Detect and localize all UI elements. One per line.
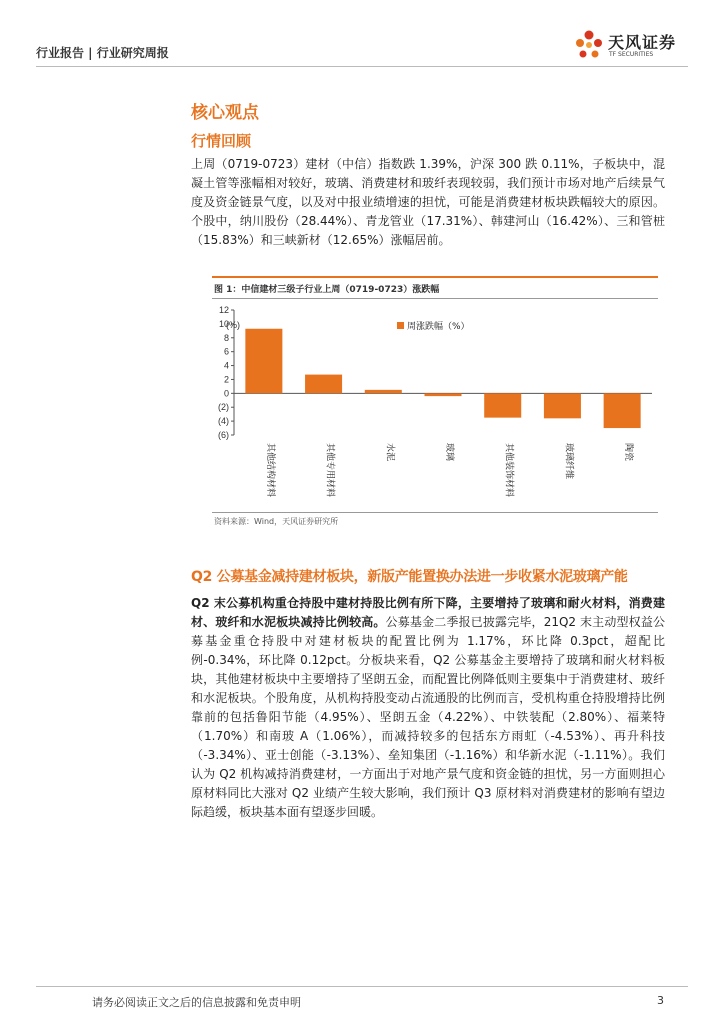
bar: [245, 329, 282, 394]
legend-label: 周涨跌幅（%）: [407, 322, 470, 332]
subsection-heading: 行情回顾: [191, 132, 252, 150]
legend-swatch: [397, 322, 404, 329]
bar: [544, 393, 581, 418]
logo-name: 天风证券: [608, 33, 677, 52]
x-tick-label: 其他装饰材料: [503, 443, 514, 498]
fund-holdings-paragraph: [191, 594, 665, 822]
paragraph-body: 公募基金二季报已披露完毕，21Q2 末主动型权益公募基金重仓持股中对建材板块的配置比例为 1.17%，环比降 0.3pct，超配比例-0.34%，环比降 0.12pct。分板块来看，Q2 公募基金主要增持了玻璃和耐火材料板块，其他建材板块中主要增持了坚朗五金，而配置比例降低则主要集中于消费建材、玻纤和水泥板块。个股角度，从机构持股变动占流通股的比例而言，受机构重仓持股增持比例靠前的包括鲁阳节能（4.95%）、坚朗五金（4.22%）、中铁装配（2.80%）、福莱特（1.70%）和南玻 A（1.06%），而减持较多的包括东方雨虹（-4.53%）、再升科技（-3.34%）、亚士创能（-3.13%）、垒知集团（-1.16%）和华新水泥（-1.11%）。我们认为 Q2 机构减持消费建材，一方面出于对地产景气度和资金链的担忧，另一方面则担心原材料同比大涨对 Q2 业绩产生较大影响，我们预计 Q3 原材料对消费建材的影响有望边际趋缓，板块基本面有望逐步回暖。: [191, 615, 665, 819]
paragraph-lead: Q2 末公募机构重仓持股中建材持股比例有所下降，主要增持了玻璃和耐火材料，消费建材、玻纤和水泥板块减持比例较高。: [191, 596, 665, 629]
y-tick-label: 10: [218, 318, 229, 329]
x-tick-label: 其他专用材料: [324, 443, 335, 498]
section-title-q2: Q2 公募基金减持建材板块，新版产能置换办法进一步收紧水泥玻璃产能: [191, 569, 628, 585]
figure-top-rule: [212, 276, 658, 278]
x-tick-label: 玻璃: [444, 443, 454, 462]
y-axis-label: (%): [226, 319, 240, 330]
header-divider: [36, 66, 688, 67]
y-tick-label: 8: [223, 332, 229, 343]
y-tick-label: 6: [223, 346, 229, 357]
figure-title: 图 1：中信建材三级子行业上周（0719-0723）涨跌幅: [214, 285, 440, 295]
header-breadcrumb: 行业报告 | 行业研究周报: [36, 46, 169, 60]
section-heading: 核心观点: [191, 103, 259, 123]
bar: [424, 393, 461, 396]
bar: [604, 393, 641, 428]
y-tick-label: 0: [223, 388, 229, 399]
figure-bottom-rule: [212, 512, 658, 513]
y-tick-label: (4): [218, 416, 229, 427]
footer-divider: [36, 986, 688, 987]
figure-source: 资料来源：Wind，天风证券研究所: [214, 517, 339, 526]
flower-logo-icon: [572, 26, 606, 66]
market-review-paragraph: 上周（0719-0723）建材（中信）指数跌 1.39%，沪深 300 跌 0.11%，子板块中，混凝土管等涨幅相对较好，玻璃、消费建材和玻纤表现较弱，我们预计市场对地产后续景气度及资金链景气度，以及对中报业绩增速的担忧，可能是消费建材板块跌幅较大的原因。个股中，纳川股份（28.44%）、青龙管业（17.31%）、韩建河山（16.42%）、三和管桩（15.83%）和三峡新材（12.65%）涨幅居前。: [191, 157, 665, 247]
footer-disclaimer: 请务必阅读正文之后的信息披露和免责申明: [92, 996, 301, 1009]
page-number: 3: [657, 994, 664, 1007]
x-tick-label: 玻璃纤维: [563, 443, 574, 480]
y-tick-label: 12: [218, 305, 229, 315]
bar: [365, 390, 402, 393]
x-tick-label: 其他结构材料: [264, 443, 275, 498]
logo-subtitle: TF SECURITIES: [609, 51, 654, 58]
figure-title-rule: [212, 298, 658, 299]
y-tick-label: 4: [223, 360, 229, 371]
bar: [305, 375, 342, 394]
bar: [484, 393, 521, 417]
y-tick-label: (2): [218, 402, 229, 413]
y-tick-label: 2: [223, 374, 229, 385]
company-logo: [572, 26, 684, 66]
x-tick-label: 水泥: [384, 443, 395, 462]
y-tick-label: (6): [218, 430, 229, 440]
bar-chart: [212, 300, 658, 510]
figure-1: [212, 276, 658, 526]
x-tick-label: 陶瓷: [623, 443, 634, 462]
